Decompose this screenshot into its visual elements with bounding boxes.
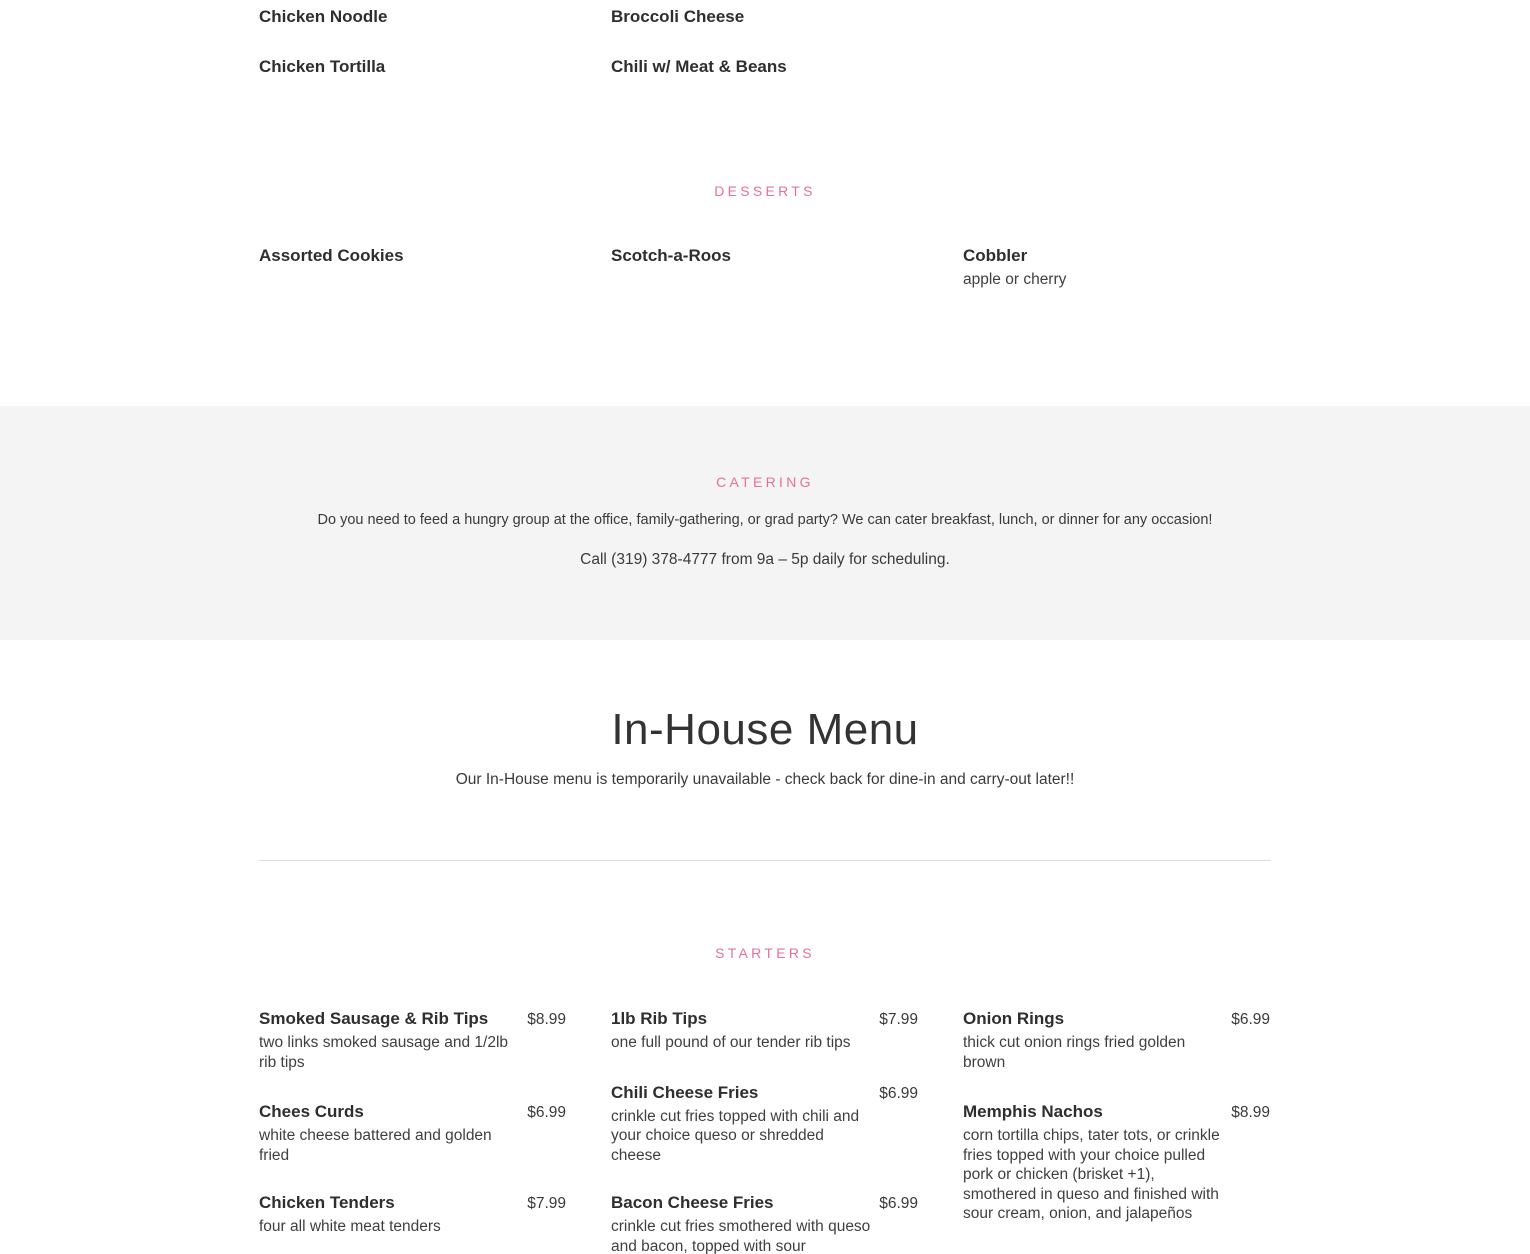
menu-item-name: Chili w/ Meat & Beans	[611, 57, 787, 76]
desserts-heading: DESSERTS	[714, 183, 816, 199]
menu-item	[259, 1192, 566, 1237]
menu-item-price: $8.99	[527, 1011, 566, 1028]
menu-item-name: Smoked Sausage & Rib Tips	[259, 1009, 489, 1028]
menu-item-name: 1lb Rib Tips	[611, 1009, 708, 1028]
inhouse-menu-title: In-House Menu	[611, 705, 919, 754]
soups-column-2	[611, 6, 918, 78]
menu-item-description: four all white meat tenders	[259, 1218, 441, 1235]
menu-item	[611, 245, 918, 290]
menu-item-name: Bacon Cheese Fries	[611, 1193, 774, 1212]
inhouse-menu-notice: Our In-House menu is temporarily unavailable - check back for dine-in and carry-out later!!	[455, 771, 1075, 788]
menu-item	[259, 1008, 566, 1072]
section-divider	[259, 860, 1271, 861]
menu-item-description: corn tortilla chips, tater tots, or crinkle fries topped with your choice pulled pork or chicken (brisket +1), smothered in queso and finished with sour cream, onion, and jalapeños	[963, 1127, 1220, 1222]
catering-description: Do you need to feed a hungry group at the office, family-gathering, or grad party? We can cater breakfast, lunch, or dinner for any occasion!	[317, 512, 1213, 528]
menu-item-price: $7.99	[527, 1195, 566, 1212]
menu-item-price: $7.99	[879, 1011, 918, 1028]
menu-item-name: Chees Curds	[259, 1102, 364, 1121]
menu-item-description: crinkle cut fries topped with chili and your choice queso or shredded cheese	[611, 1107, 860, 1164]
soups-grid	[259, 6, 1271, 78]
menu-item-name: Cobbler	[963, 246, 1028, 265]
menu-item-price: $6.99	[1231, 1011, 1270, 1028]
soups-column-3	[963, 6, 1270, 78]
catering-phone-info: Call (319) 378-4777 from 9a – 5p daily for scheduling.	[580, 551, 950, 568]
menu-item	[963, 1101, 1270, 1224]
soups-column-1	[259, 6, 566, 78]
menu-item-description: white cheese battered and golden fried	[259, 1127, 492, 1164]
starters-column-1	[259, 1008, 566, 1254]
menu-item-price: $8.99	[1231, 1104, 1270, 1121]
menu-item-description: crinkle cut fries smothered with queso and bacon, topped with sour	[611, 1218, 871, 1254]
menu-item-name: Broccoli Cheese	[611, 7, 745, 26]
menu-item-name: Chili Cheese Fries	[611, 1082, 759, 1102]
menu-item	[259, 245, 566, 290]
starters-grid	[259, 1008, 1271, 1254]
menu-item	[963, 1008, 1270, 1072]
menu-item-name: Chicken Tenders	[259, 1193, 395, 1212]
desserts-grid	[259, 245, 1271, 319]
menu-item-name: Scotch-a-Roos	[611, 246, 731, 265]
menu-item-price: $6.99	[879, 1084, 918, 1102]
menu-item-name: Chicken Noodle	[259, 7, 388, 26]
menu-item-name: Memphis Nachos	[963, 1102, 1103, 1121]
starters-column-2	[611, 1008, 918, 1254]
menu-item-price: $6.99	[527, 1104, 566, 1121]
menu-item	[611, 1192, 918, 1254]
menu-item-name: Onion Rings	[963, 1009, 1065, 1028]
menu-item	[963, 245, 1270, 290]
menu-item-description: one full pound of our tender rib tips	[611, 1034, 851, 1051]
starters-heading: STARTERS	[715, 945, 815, 961]
starters-column-3	[963, 1008, 1270, 1254]
menu-item-price: $6.99	[879, 1195, 918, 1212]
menu-item	[611, 1008, 918, 1053]
menu-item	[259, 1101, 566, 1165]
menu-item	[611, 1082, 918, 1166]
menu-item-description: thick cut onion rings fried golden brown	[963, 1034, 1186, 1071]
menu-item-description: apple or cherry	[963, 271, 1067, 288]
menu-item-name: Assorted Cookies	[259, 246, 404, 265]
menu-item-name: Chicken Tortilla	[259, 57, 386, 76]
catering-heading: CATERING	[716, 474, 814, 490]
menu-item-description: two links smoked sausage and 1/2lb rib tips	[259, 1034, 509, 1071]
